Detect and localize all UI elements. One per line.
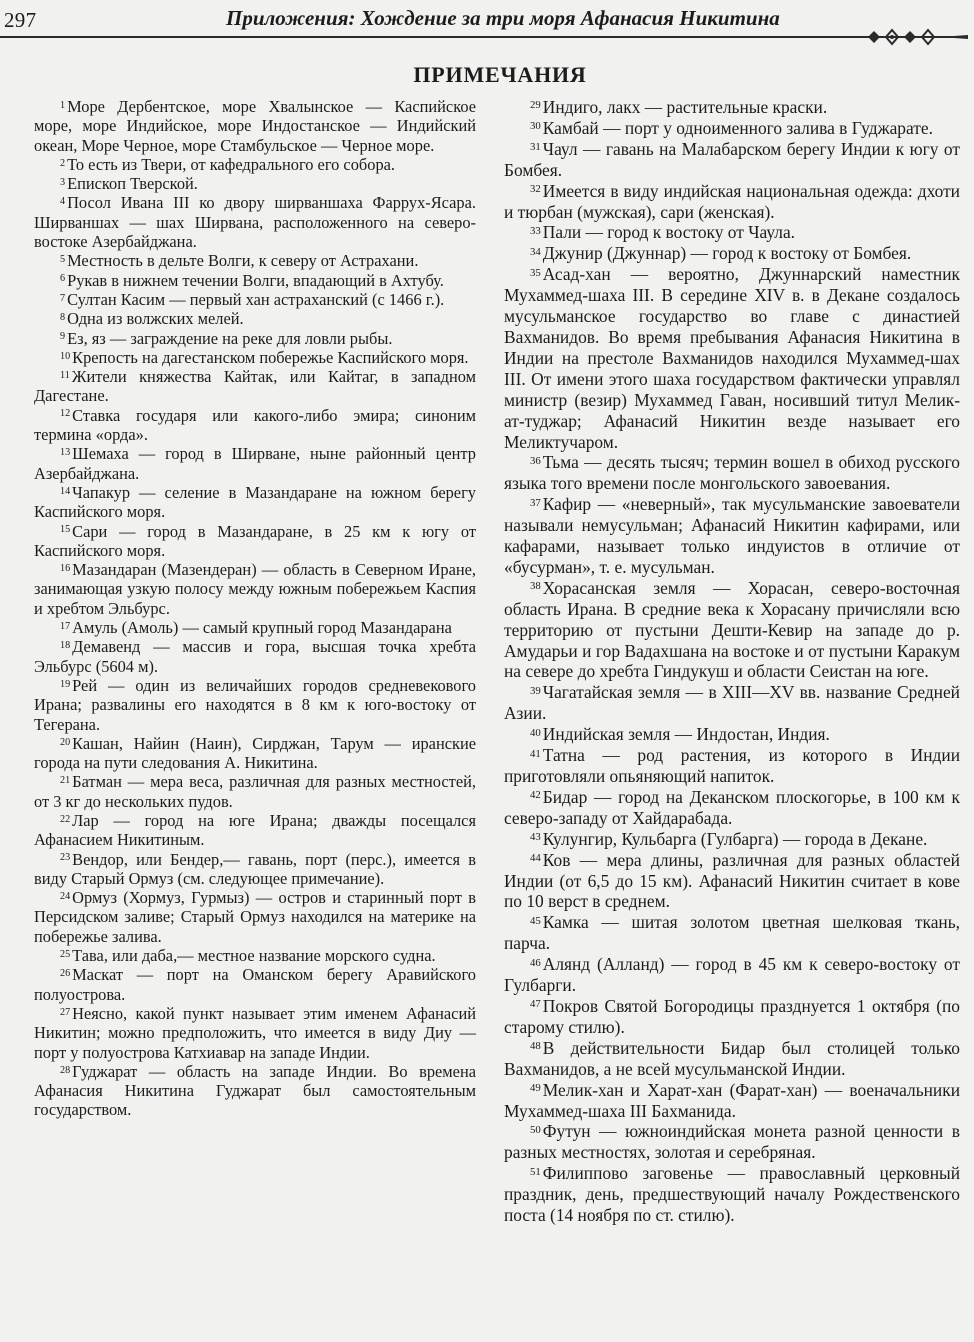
footnote xyxy=(34,271,476,290)
footnote-text: Ез, яз — заграждение на реке для ловли рыбы. xyxy=(67,328,393,348)
footnote xyxy=(34,888,476,946)
footnote-text: Ков — мера длины, различная для разных областей Индии (от 6,5 до 15 км). Афанасий Никитин считает в кове по 10 верст в среднем. xyxy=(504,849,960,912)
footnote-text: То есть из Твери, от кафедрального его собора. xyxy=(67,154,396,174)
footnote-text: Мазандаран (Мазендеран) — область в Северном Иране, занимающая узкую полосу между южным побережьем Каспия и хребтом Эльбурс. xyxy=(34,560,476,618)
footnote-text: Неясно, какой пункт называет этим именем Афанасий Никитин; можно предположить, что имеется в виду Диу — порт у полуострова Катхиавар на западе Индии. xyxy=(34,1003,476,1062)
footnote xyxy=(504,850,960,913)
footnote xyxy=(504,912,960,954)
footnote xyxy=(34,444,476,483)
header-rule xyxy=(0,36,880,38)
footnote-text: Бидар — город на Деканском плоскогорье, в 100 км к северо-западу от Хайдарабада. xyxy=(504,786,960,828)
footnote-number: 19 xyxy=(60,678,71,690)
footnote xyxy=(504,264,960,452)
footnote-number: 23 xyxy=(60,852,71,864)
footnote xyxy=(34,1062,476,1120)
footnote-text: Чаул — гавань на Малабарском берегу Индии к югу от Бомбея. xyxy=(504,138,960,180)
footnote xyxy=(504,222,960,243)
footnote-number: 10 xyxy=(60,350,71,362)
footnote xyxy=(504,787,960,829)
footnote-number: 25 xyxy=(60,948,71,960)
footnote-number: 37 xyxy=(530,496,541,509)
footnote xyxy=(504,1163,960,1226)
footnote-number: 16 xyxy=(60,562,71,574)
footnote-text: Алянд (Алланд) — город в 45 км к северо-востоку от Гулбарги. xyxy=(504,954,960,996)
footnote xyxy=(504,1080,960,1122)
footnote-text: Крепость на дагестанском побережье Каспийского моря. xyxy=(72,347,469,367)
footnote-number: 17 xyxy=(60,620,71,632)
footnote-text: Камка — шитая золотом цветная шелковая ткань, парча. xyxy=(504,912,960,954)
footnote-text: Посол Ивана III ко двору ширваншаха Фаррух-Ясара. Ширваншах — шах Ширвана, расположенного на северо-востоке Азербайджана. xyxy=(34,193,476,252)
footnote-number: 4 xyxy=(60,196,66,208)
footnote-number: 36 xyxy=(530,454,541,467)
footnote-number: 8 xyxy=(60,312,66,323)
footnote xyxy=(504,745,960,787)
footnote xyxy=(34,618,476,637)
footnote xyxy=(504,1038,960,1080)
footnote-text: Амуль (Амоль) — самый крупный город Мазандарана xyxy=(72,618,452,638)
footnote-number: 35 xyxy=(530,266,541,279)
footnote-text: Хорасанская земля — Хорасан, северо-восточная область Ирана. В средние века к Хорасану причисляли всю территорию от пустыни Дешти-Кевир на западе до р. Амударьи и гор Вадахшана на востоке и от пустыни Каракум на севере до хребта Гиндукуш и области Сеистан на юге. xyxy=(504,577,960,682)
page-header xyxy=(0,0,974,46)
footnote xyxy=(34,483,476,522)
footnote xyxy=(34,676,476,734)
footnote-text: Батман — мера веса, различная для разных местностей, от 3 кг до нескольких пудов. xyxy=(34,772,476,811)
footnote-number: 47 xyxy=(530,998,541,1011)
footnote xyxy=(34,946,476,965)
footnote-text: Шемаха — город в Ширване, ныне районный центр Азербайджана. xyxy=(34,444,476,483)
footnote-text: Джунир (Джуннар) — город к востоку от Бомбея. xyxy=(542,243,912,264)
footnote-number: 49 xyxy=(530,1082,541,1095)
footnote xyxy=(34,522,476,561)
notes-column-left xyxy=(34,97,476,1120)
footnote-text: Асад-хан — вероятно, Джуннарский наместник Мухаммед-шаха III. В середине XIV в. в Декане создалось мусульманское государство во главе с династией Вахманидов. Во время пребывания Афанасия Никитина в Индии на престоле Вахманидов находился Мухаммед-шах III. От имени этого шаха государством фактически управлял министр (везир) Мухаммед Гаван, носивший титул Мелик-ат-туджар; Афанасий Никитин везде называет его Меликтучаром. xyxy=(504,264,960,452)
footnote xyxy=(504,1121,960,1163)
footnote-text: Татна — род растения, из которого в Индии приготовляли опьяняющий напиток. xyxy=(504,745,960,786)
footnote-text: В действительности Бидар был столицей только Вахманидов, а не всей мусульманской Индии. xyxy=(504,1037,960,1079)
footnote-text: Тава, или даба,— местное название морского судна. xyxy=(72,946,436,966)
running-title: Приложения: Хождение за три моря Афанасия Никитина xyxy=(226,6,780,30)
footnote-number: 6 xyxy=(60,273,66,285)
footnote xyxy=(34,174,476,193)
footnote xyxy=(34,348,476,367)
footnote xyxy=(34,329,476,348)
footnote xyxy=(504,996,960,1038)
footnote-text: Мелик-хан и Харат-хан (Фарат-хан) — военачальники Мухаммед-шаха III Бахманида. xyxy=(504,1079,960,1121)
footnote-text: Маскат — порт на Оманском берегу Аравийского полуострова. xyxy=(34,965,476,1004)
page-number: 297 xyxy=(4,8,37,32)
footnote-text: Индиго, лакх — растительные краски. xyxy=(542,97,828,117)
footnote-number: 15 xyxy=(60,524,71,536)
footnote-number: 46 xyxy=(530,956,541,969)
footnote xyxy=(34,560,476,618)
footnote-text: Гуджарат — область на западе Индии. Во времена Афанасия Никитина Гуджарат был самостоятельным государством. xyxy=(34,1061,476,1120)
footnote-text: Пали — город к востоку от Чаула. xyxy=(542,222,796,243)
footnote-text: Ормуз (Хормуз, Гурмыз) — остров и старинный порт в Персидском заливе; Старый Ормуз находился на материке на побережье залива. xyxy=(34,888,476,946)
footnote-text: Покров Святой Богородицы празднуется 1 октября (по старому стилю). xyxy=(504,995,960,1037)
footnote-number: 14 xyxy=(60,485,71,497)
footnote xyxy=(504,724,960,745)
footnote-number: 20 xyxy=(60,736,71,748)
footnote xyxy=(34,1004,476,1062)
footnote-text: Одна из волжских мелей. xyxy=(67,309,244,329)
footnote-number: 9 xyxy=(60,331,66,343)
footnote-text: Жители княжества Кайтак, или Кайтаг, в западном Дагестане. xyxy=(34,367,476,406)
footnote-text: Вендор, или Бендер,— гавань, порт (перс.), имеется в виду Старый Ормуз (см. следующее примечание). xyxy=(34,849,476,888)
footnote-number: 7 xyxy=(60,292,66,304)
footnote-number: 32 xyxy=(530,183,541,196)
footnote-number: 5 xyxy=(60,254,66,266)
footnote xyxy=(504,682,960,724)
footnote-text: Демавенд — массив и гора, высшая точка хребта Эльбурс (5604 м). xyxy=(34,637,476,676)
footnote-number: 43 xyxy=(530,831,541,844)
footnote xyxy=(34,290,476,309)
footnote-number: 27 xyxy=(60,1006,71,1018)
footnote-number: 24 xyxy=(60,890,71,902)
footnote-text: Футун — южноиндийская монета разной ценности в разных местностях, золотая и серебряная. xyxy=(504,1121,960,1163)
footnote-text: Рукав в нижнем течении Волги, впадающий в Ахтубу. xyxy=(67,270,444,290)
footnote xyxy=(504,139,960,181)
footnote-number: 38 xyxy=(530,580,541,593)
footnote xyxy=(504,452,960,494)
footnote-number: 44 xyxy=(530,852,541,865)
footnote-number: 2 xyxy=(60,157,66,169)
footnote xyxy=(34,367,476,406)
footnote xyxy=(34,155,476,174)
footnote-number: 1 xyxy=(60,99,66,111)
footnote-number: 26 xyxy=(60,968,71,980)
footnote-number: 11 xyxy=(60,369,70,381)
footnote xyxy=(34,193,476,251)
footnote-number: 50 xyxy=(530,1123,541,1136)
footnote xyxy=(504,118,960,139)
footnote-number: 22 xyxy=(60,813,71,825)
footnote-text: Филиппово заговенье — православный церковный праздник, день, предшествующий началу Рождественского поста (14 ноября по ст. стилю). xyxy=(504,1163,960,1226)
footnote-text: Море Дербентское, море Хвалынское — Каспийское море, море Индийское, море Индостанское — Индийский океан, Море Черное, море Стамбульское — Черное море. xyxy=(34,97,476,155)
footnote-number: 51 xyxy=(530,1165,541,1178)
section-title: ПРИМЕЧАНИЯ xyxy=(413,62,587,87)
footnote-text: Ставка государя или какого-либо эмира; синоним термина «орда». xyxy=(34,405,476,445)
footnote-text: Чапакур — селение в Мазандаране на южном берегу Каспийского моря. xyxy=(34,482,476,522)
footnote-number: 34 xyxy=(530,245,541,258)
footnote xyxy=(34,406,476,445)
footnote-text: Кафир — «неверный», так мусульманские завоеватели называли немусульман; Афанасий Никитин кафирами, или кафарами, называет только индуистов в отличие от «бусурман», т. е. мусульман. xyxy=(504,494,960,577)
footnote-number: 12 xyxy=(60,408,71,420)
footnote xyxy=(504,181,960,223)
footnote-number: 28 xyxy=(60,1064,71,1076)
footnote-text: Камбай — порт у одноименного залива в Гуджарате. xyxy=(542,117,933,138)
footnote xyxy=(34,850,476,889)
footnote-text: Индийская земля — Индостан, Индия. xyxy=(542,724,830,745)
footnote-number: 39 xyxy=(530,684,541,697)
footnote-text: Лар — город на юге Ирана; дважды посещался Афанасием Никитиным. xyxy=(34,810,476,850)
footnote xyxy=(34,251,476,270)
footnote-text: Кашан, Найин (Наин), Сирджан, Тарум — иранские города на пути следования А. Никитина. xyxy=(34,733,476,773)
footnote-number: 18 xyxy=(60,640,71,652)
footnote-text: Чагатайская земля — в XIII—XV вв. название Средней Азии. xyxy=(504,682,960,724)
footnote xyxy=(34,811,476,850)
footnote xyxy=(34,965,476,1004)
footnote xyxy=(34,637,476,676)
footnote xyxy=(504,954,960,996)
footnote-text: Султан Касим — первый хан астраханский (с 1466 г.). xyxy=(67,289,445,309)
notes-column-right xyxy=(504,97,960,1226)
footnote-number: 40 xyxy=(530,726,541,739)
footnote-number: 21 xyxy=(60,775,71,787)
footnote-number: 42 xyxy=(530,789,541,802)
footnote xyxy=(504,243,960,264)
footnote-text: Епископ Тверской. xyxy=(67,174,198,194)
footnote xyxy=(504,578,960,683)
footnote-number: 29 xyxy=(530,99,541,112)
footnote-text: Кулунгир, Кульбарга (Гулбарга) — города в Декане. xyxy=(542,828,928,849)
footnote-number: 45 xyxy=(530,914,541,927)
footnote-text: Рей — один из величайших городов средневекового Ирана; развалины его находятся в 8 км к юго-востоку от Тегерана. xyxy=(34,675,476,734)
header-ornament-icon xyxy=(860,26,970,46)
footnote xyxy=(34,309,476,328)
footnote-number: 30 xyxy=(530,120,541,133)
footnote-text: Сари — город в Мазандаране, в 25 км к югу от Каспийского моря. xyxy=(34,521,476,560)
footnote-number: 13 xyxy=(60,447,71,459)
footnote-text: Тьма — десять тысяч; термин вошел в обиход русского языка того времени после монгольского завоевания. xyxy=(504,452,960,494)
footnote xyxy=(504,494,960,578)
footnote xyxy=(34,772,476,811)
footnote-number: 3 xyxy=(60,176,66,188)
footnote xyxy=(504,97,960,118)
footnote-number: 33 xyxy=(530,224,541,237)
footnote xyxy=(504,829,960,850)
footnote-number: 41 xyxy=(530,747,541,760)
footnote-text: Местность в дельте Волги, к северу от Астрахани. xyxy=(67,251,419,271)
footnote-number: 48 xyxy=(530,1040,541,1053)
footnote-text: Имеется в виду индийская национальная одежда: дхоти и тюрбан (мужская), сари (женская). xyxy=(504,180,960,222)
footnote xyxy=(34,97,476,155)
footnote-number: 31 xyxy=(530,141,541,154)
footnote xyxy=(34,734,476,773)
